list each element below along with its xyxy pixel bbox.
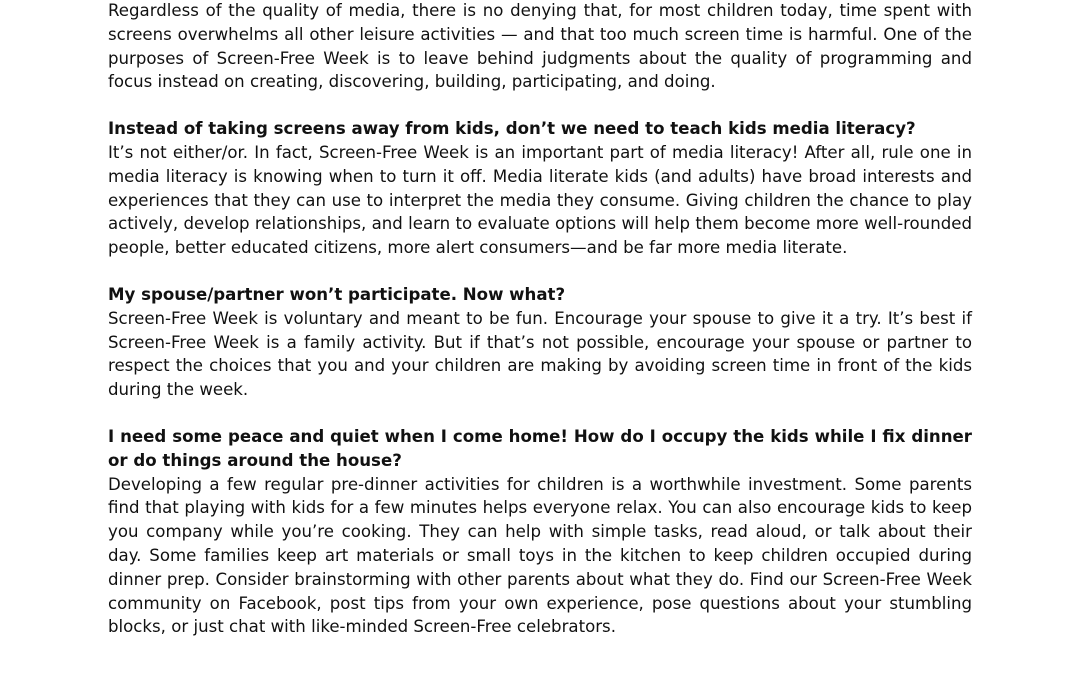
document-page [108, 0, 972, 639]
faq-question: My spouse/partner won’t participate. Now what? [108, 284, 566, 304]
faq-item-spouse-partner [108, 283, 972, 402]
faq-answer: Developing a few regular pre-dinner activities for children is a worthwhile investment. Some parents find that playing with kids for a few minutes helps everyone relax. You can also encourage kids to keep you company while you’re cooking. They can help with simple tasks, read aloud, or talk about their day. Some families keep art materials or small toys in the kitchen to keep children occupied during dinner prep. Consider brainstorming with other parents about what they do. Find our Screen-Free Week community on Facebook, post tips from your own experience, pose questions about your stumbling blocks, or just chat with like-minded Screen-Free celebrators. [108, 474, 972, 637]
faq-answer: Screen-Free Week is voluntary and meant to be fun. Encourage your spouse to give it a try. It’s best if Screen-Free Week is a family activity. But if that’s not possible, encourage your spouse or partner to respect the choices that you and your children are making by avoiding screen time in front of the kids during the week. [108, 308, 972, 400]
faq-answer: It’s not either/or. In fact, Screen-Free Week is an important part of media literacy! After all, rule one in media literacy is knowing when to turn it off. Media literate kids (and adults) have broad interests and experiences that they can use to interpret the media they consume. Giving children the chance to play actively, develop relationships, and learn to evaluate options will help them become more well-rounded people, better educated citizens, more alert consumers—and be far more media literate. [108, 142, 972, 258]
faq-item-media-literacy [108, 117, 972, 260]
faq-item-peace-and-quiet [108, 425, 972, 639]
faq-question: Instead of taking screens away from kids, don’t we need to teach kids media literacy? [108, 119, 916, 139]
intro-paragraph: Regardless of the quality of media, there is no denying that, for most children today, time spent with screens overwhelms all other leisure activities — and that too much screen time is harmful. One of the purposes of Screen-Free Week is to leave behind judgments about the quality of programming and focus instead on creating, discovering, building, participating, and doing. [108, 1, 972, 92]
faq-question: I need some peace and quiet when I come home! How do I occupy the kids while I fix dinner or do things around the house? [108, 426, 972, 470]
